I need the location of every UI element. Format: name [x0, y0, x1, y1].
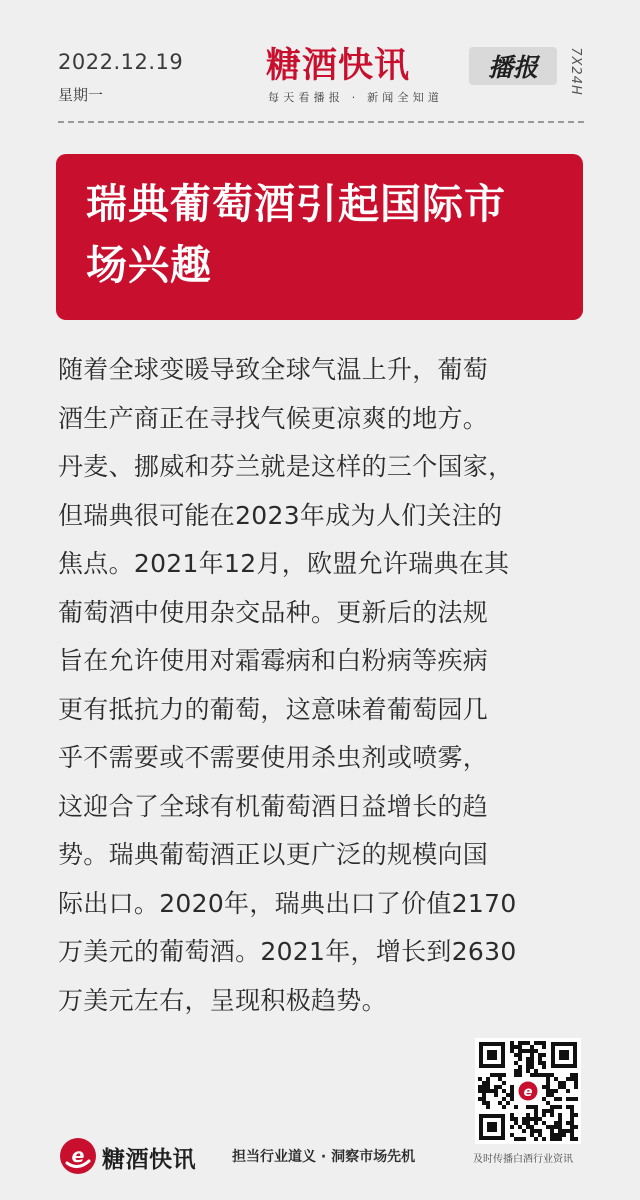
article-line: 际出口。2020年，瑞典出口了价值2170	[58, 888, 517, 918]
footer-slogan: 担当行业道义 · 洞察市场先机	[232, 1149, 416, 1165]
headline-line: 瑞典葡萄酒引起国际市	[86, 180, 506, 228]
headline-box	[56, 154, 583, 320]
article-line: 但瑞典很可能在2023年成为人们关注的	[58, 500, 503, 530]
brand-title: 糖酒快讯	[266, 45, 411, 86]
svg-text:e: e	[71, 1145, 85, 1167]
qr-code-icon[interactable]	[475, 1038, 581, 1144]
article-line: 焦点。2021年12月，欧盟允许瑞典在其	[58, 549, 510, 578]
tangjiu-logo-icon	[58, 1136, 98, 1176]
article-line: 势。瑞典葡萄酒正以更广泛的规模向国	[58, 840, 489, 869]
article-line: 葡萄酒中使用杂交品种。更新后的法规	[58, 597, 489, 627]
article-body	[58, 346, 588, 1025]
header-divider	[58, 121, 584, 123]
article-line: 更有抵抗力的葡萄，这意味着葡萄园几	[58, 694, 489, 724]
headline-line: 场兴趣	[86, 241, 212, 289]
article-line: 万美元的葡萄酒。2021年，增长到2630	[58, 937, 517, 966]
date: 2022.12.19	[58, 50, 184, 74]
vertical-code	[569, 44, 585, 98]
article-line: 随着全球变暖导致全球气温上升，葡萄	[58, 355, 489, 384]
article-line: 乎不需要或不需要使用杀虫剂或喷雾，	[58, 743, 489, 772]
article-line: 旨在允许使用对霜霉病和白粉病等疾病	[58, 646, 489, 675]
svg-text:e: e	[523, 1085, 533, 1100]
article-line: 丹麦、挪威和芬兰就是这样的三个国家，	[58, 452, 514, 481]
headline	[86, 174, 557, 296]
article-line: 酒生产商正在寻找气候更凉爽的地方。	[58, 403, 489, 433]
footer-brand: 糖酒快讯	[102, 1146, 196, 1173]
vertical-code-text: 7X24H	[567, 47, 583, 96]
footer-note: 及时传播白酒行业资讯	[473, 1154, 573, 1165]
article-line: 这迎合了全球有机葡萄酒日益增长的趋	[58, 791, 489, 821]
broadcast-badge: 播报	[469, 47, 557, 85]
article-line: 万美元左右，呈现积极趋势。	[58, 985, 387, 1015]
weekday: 星期一	[58, 86, 104, 104]
brand-slogan: 每天看播报 · 新闻全知道	[268, 91, 444, 104]
